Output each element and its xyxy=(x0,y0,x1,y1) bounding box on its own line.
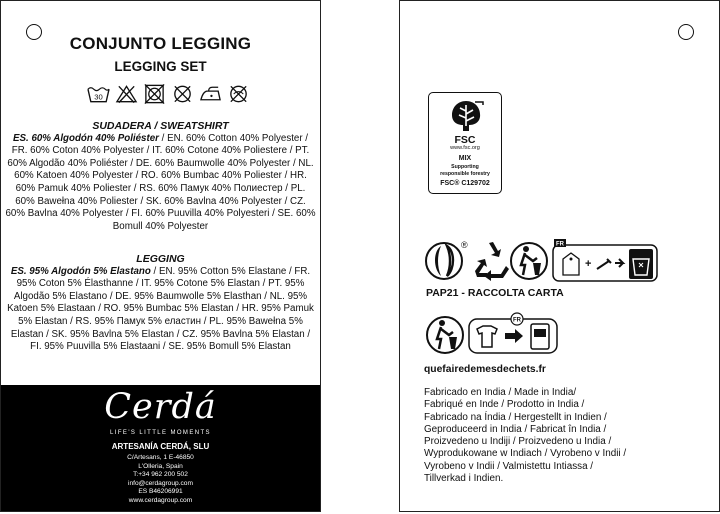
no-wring-icon xyxy=(227,83,250,105)
no-dry-clean-icon xyxy=(171,83,194,105)
care-symbols xyxy=(87,83,250,105)
brand-logo: Cerdá xyxy=(104,387,217,427)
made-in-line: Geproduceerd in India / Fabricat în India / xyxy=(424,423,607,435)
sweatshirt-text: / EN. 60% Cotton 40% Polyester / FR. 60% Coton 40% Polyester / IT. 60% Cotone 40% Poliestere / PT. 60% Algodão 40% Poliéster / DE. 60% Baumwolle 40% Polyester / NL. 60% Katoen 40% Polyester / RO. 60% Bumbac 40% Poliester / HR. 60% Pamuk 40% Poliester / RS. 60% Памук 40% Полиестер / PL. 60% Bawełna 40% Poliester / SK. 60% Bavlna 40% Polyester / CZ. 60% Bavlna 40% Polyester / FI. 60% Puuvilla 40% Polyesteri / SE. 60% Bomull 40% Polyester xyxy=(5,132,316,232)
fsc-badge xyxy=(428,92,502,194)
made-in-line: Fabricado en India / Made in India/ xyxy=(424,387,577,398)
fsc-mix: MIX xyxy=(458,155,472,162)
legging-heading: LEGGING xyxy=(136,253,185,265)
sweatshirt-lead: ES. 60% Algodón 40% Poliéster xyxy=(13,132,159,144)
address-line: C/Artesans, 1 E-46850 xyxy=(127,454,194,461)
fsc-support-line: Supporting xyxy=(451,164,479,170)
fsc-code: FSC® C129702 xyxy=(440,180,490,187)
tidyman-icon xyxy=(427,317,463,353)
made-in-line: Tillverkad i Indien. xyxy=(424,473,504,485)
wash-30-icon xyxy=(87,83,110,105)
address-line: L'Olleria, Spain xyxy=(138,462,183,470)
pap-code: PAP21 - RACCOLTA CARTA xyxy=(426,287,564,299)
tidyman-icon xyxy=(511,243,547,279)
fsc-website: www.fsc.org xyxy=(450,145,480,151)
made-in-line: Wyprodukowane w Indiach / Vyrobeno v Indii / xyxy=(424,448,627,460)
fr-badge: FR xyxy=(556,241,564,248)
legging-composition xyxy=(5,253,316,354)
svg-text:30: 30 xyxy=(94,92,103,102)
fr-sorting-panel-icon xyxy=(553,239,657,281)
company-address xyxy=(1,454,320,505)
triman-sort-icon xyxy=(469,313,557,353)
product-subtitle: LEGGING SET xyxy=(114,59,207,74)
company-name: ARTESANÍA CERDÁ, SLU xyxy=(111,442,210,451)
fr-badge: FR xyxy=(513,317,521,324)
registered-mark: ® xyxy=(461,240,468,250)
address-line: ES B46206991 xyxy=(138,488,183,495)
brand-footer xyxy=(1,385,320,512)
brand-tagline: LIFE'S LITTLE MOMENTS xyxy=(110,430,211,436)
composition-label-front xyxy=(0,0,321,512)
sweatshirt-heading: SUDADERA / SWEATSHIRT xyxy=(92,120,229,132)
made-in-text xyxy=(424,387,626,485)
fsc-name: FSC xyxy=(454,134,476,146)
qfd-website: quefairedemesdechets.fr xyxy=(424,364,546,375)
made-in-line: Vyrobeno v Indii / Valmistettu Intiassa / xyxy=(424,460,594,472)
made-in-line: Fabricado na Índia / Hergestellt in Indien / xyxy=(424,411,607,423)
hang-hole xyxy=(678,24,694,40)
recycle-triangle-icon xyxy=(475,242,509,281)
no-bleach-icon xyxy=(115,83,138,105)
address-line: www.cerdagroup.com xyxy=(128,496,193,504)
qfd-symbols xyxy=(425,311,559,355)
sweatshirt-composition xyxy=(5,120,316,233)
legging-text: / EN. 95% Cotton 5% Elastane / FR. 95% Coton 5% Élasthanne / IT. 95% Cotone 5% Elastan / PT. 95% Algodão 5% Elastano / DE. 95% Baumwolle 5% Elasthan / NL. 95% Katoen 5% Elastaan / RO. 95% Bumbac 5% Elastan / HR. 95% Pamuk 5% Elastan / RS. 95% Памук 5% еластин / PL. 95% Bawełna 5% Elastan / SK. 95% Bavlna 5% Elastan / CZ. 95% Bavlna 5% Elastan / FI. 95% Puuvilla 5% Elastaani / SE. 95% Bomull 5% Elastan xyxy=(7,265,314,353)
fsc-support-line: responsible forestry xyxy=(440,170,490,177)
composition-label-back xyxy=(399,0,720,512)
no-tumble-dry-icon xyxy=(143,83,166,105)
legging-lead: ES. 95% Algodón 5% Elastano xyxy=(10,265,151,277)
green-dot-icon xyxy=(426,243,462,279)
address-line: T:+34 962 200 502 xyxy=(133,471,188,478)
made-in-line: Proizvedeno u Indiji / Proizvedeno u India / xyxy=(424,436,612,448)
address-line: info@cerdagroup.com xyxy=(128,479,193,487)
iron-low-icon xyxy=(199,83,222,105)
product-title: CONJUNTO LEGGING xyxy=(69,34,252,53)
made-in-line: Fabriqué en Inde / Prodotto in India / xyxy=(424,399,585,411)
fsc-tree-icon xyxy=(447,99,485,133)
recycling-symbols xyxy=(425,239,660,283)
svg-text:+: + xyxy=(585,258,592,270)
fsc-support-text xyxy=(429,164,501,177)
